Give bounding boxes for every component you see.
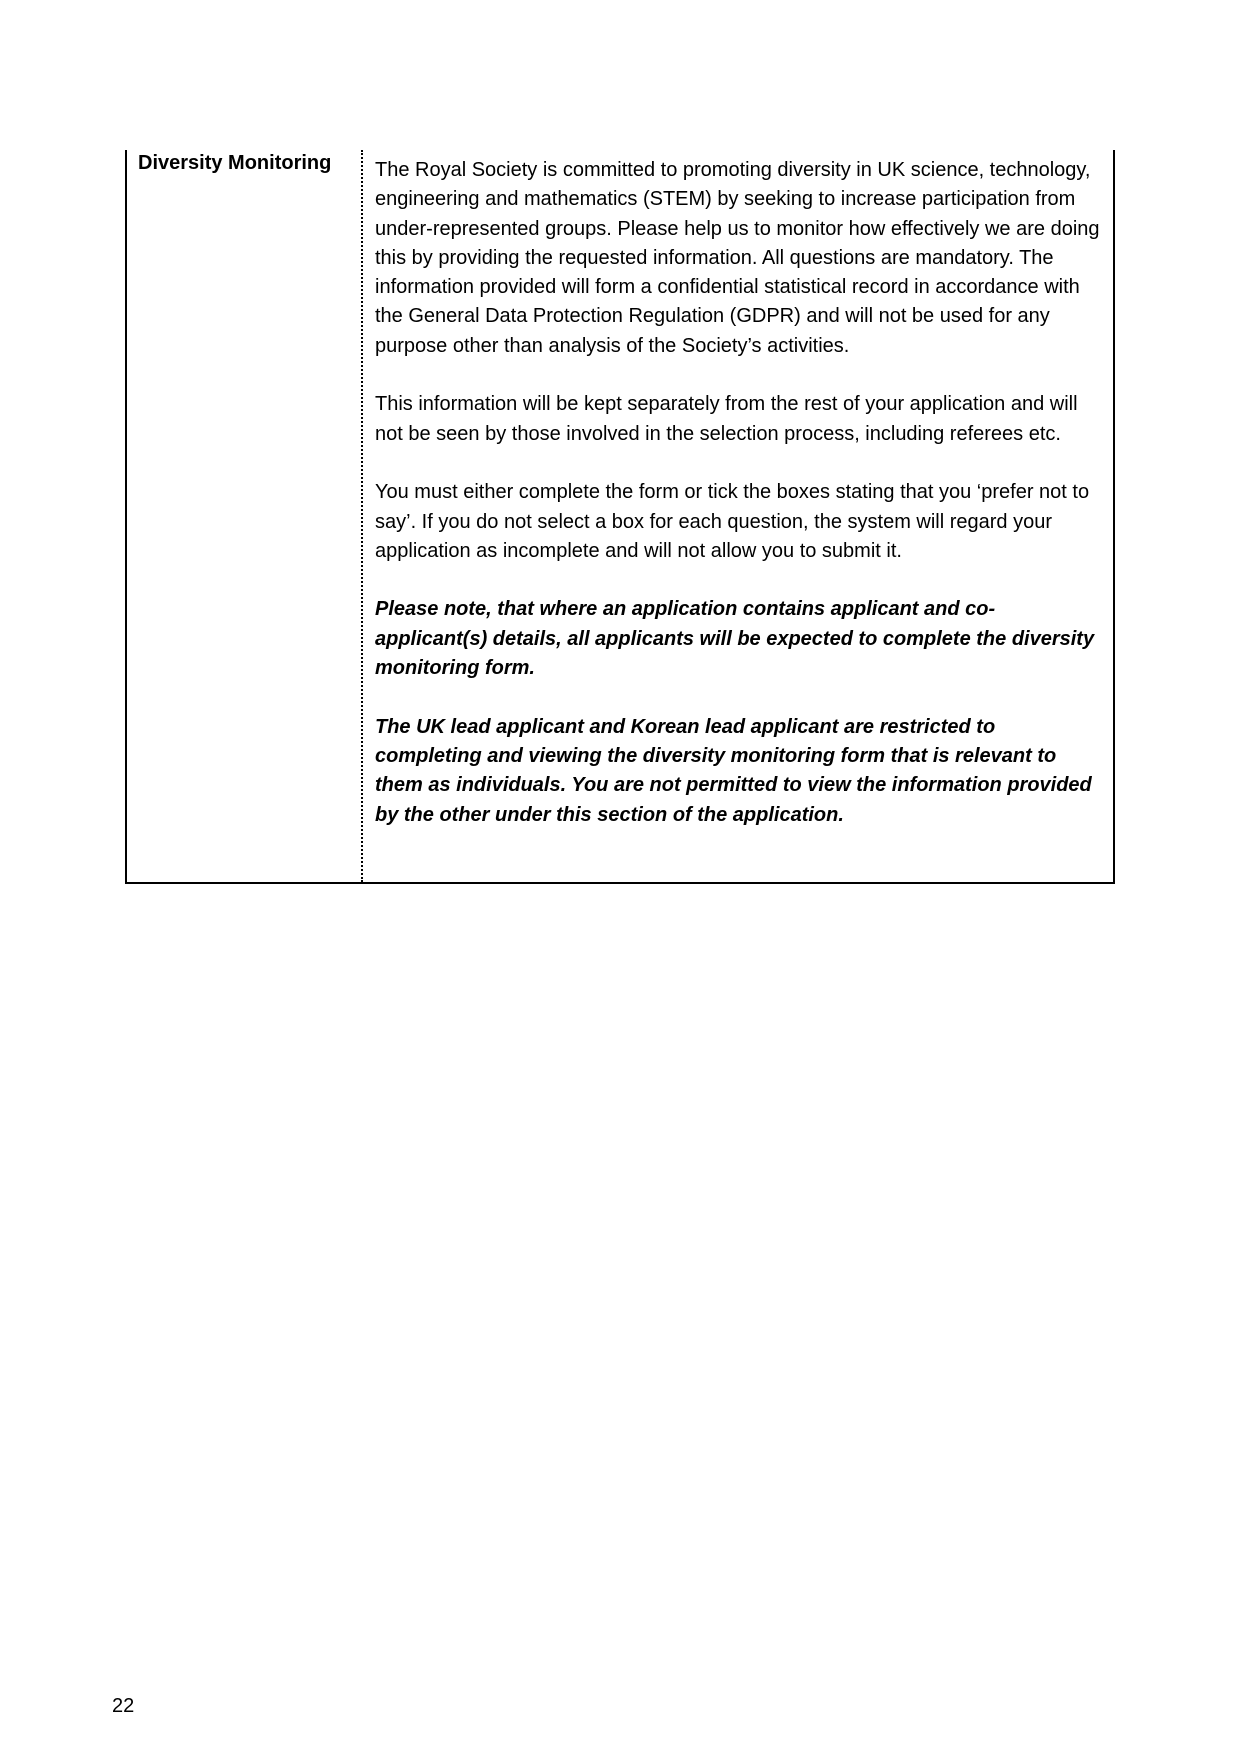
page-number: 22 bbox=[112, 1695, 135, 1717]
diversity-monitoring-table bbox=[125, 150, 1115, 884]
lead-applicant-note: The UK lead applicant and Korean lead applicant are restricted to completing and viewing the diversity monitoring form that is relevant to them as individuals. You are not permitted to view the information provided by the other under this section of the application. bbox=[375, 715, 1092, 826]
completion-paragraph: You must either complete the form or tick the boxes stating that you ‘prefer not to say’. If you do not select a box for each question, the system will regard your application as incomplete and will not allow you to submit it. bbox=[375, 481, 1090, 562]
section-label-cell bbox=[127, 150, 363, 882]
co-applicant-note: Please note, that where an application contains applicant and co-applicant(s) details, all applicants will be expected to complete the diversity monitoring form. bbox=[375, 598, 1095, 680]
section-label: Diversity Monitoring bbox=[138, 152, 332, 174]
intro-paragraph: The Royal Society is committed to promoting diversity in UK science, technology, engineering and mathematics (STEM) by seeking to increase participation from under-represented groups. Please help us to monitor how effectively we are doing this by providing the requested information. All questions are mandatory. The information provided will form a confidential statistical record in accordance with the General Data Protection Regulation (GDPR) and will not be used for any purpose other than analysis of the Society’s activities. bbox=[375, 159, 1100, 357]
section-content-cell bbox=[375, 156, 1105, 830]
confidentiality-paragraph: This information will be kept separately from the rest of your application and will not be seen by those involved in the selection process, including referees etc. bbox=[375, 393, 1078, 445]
